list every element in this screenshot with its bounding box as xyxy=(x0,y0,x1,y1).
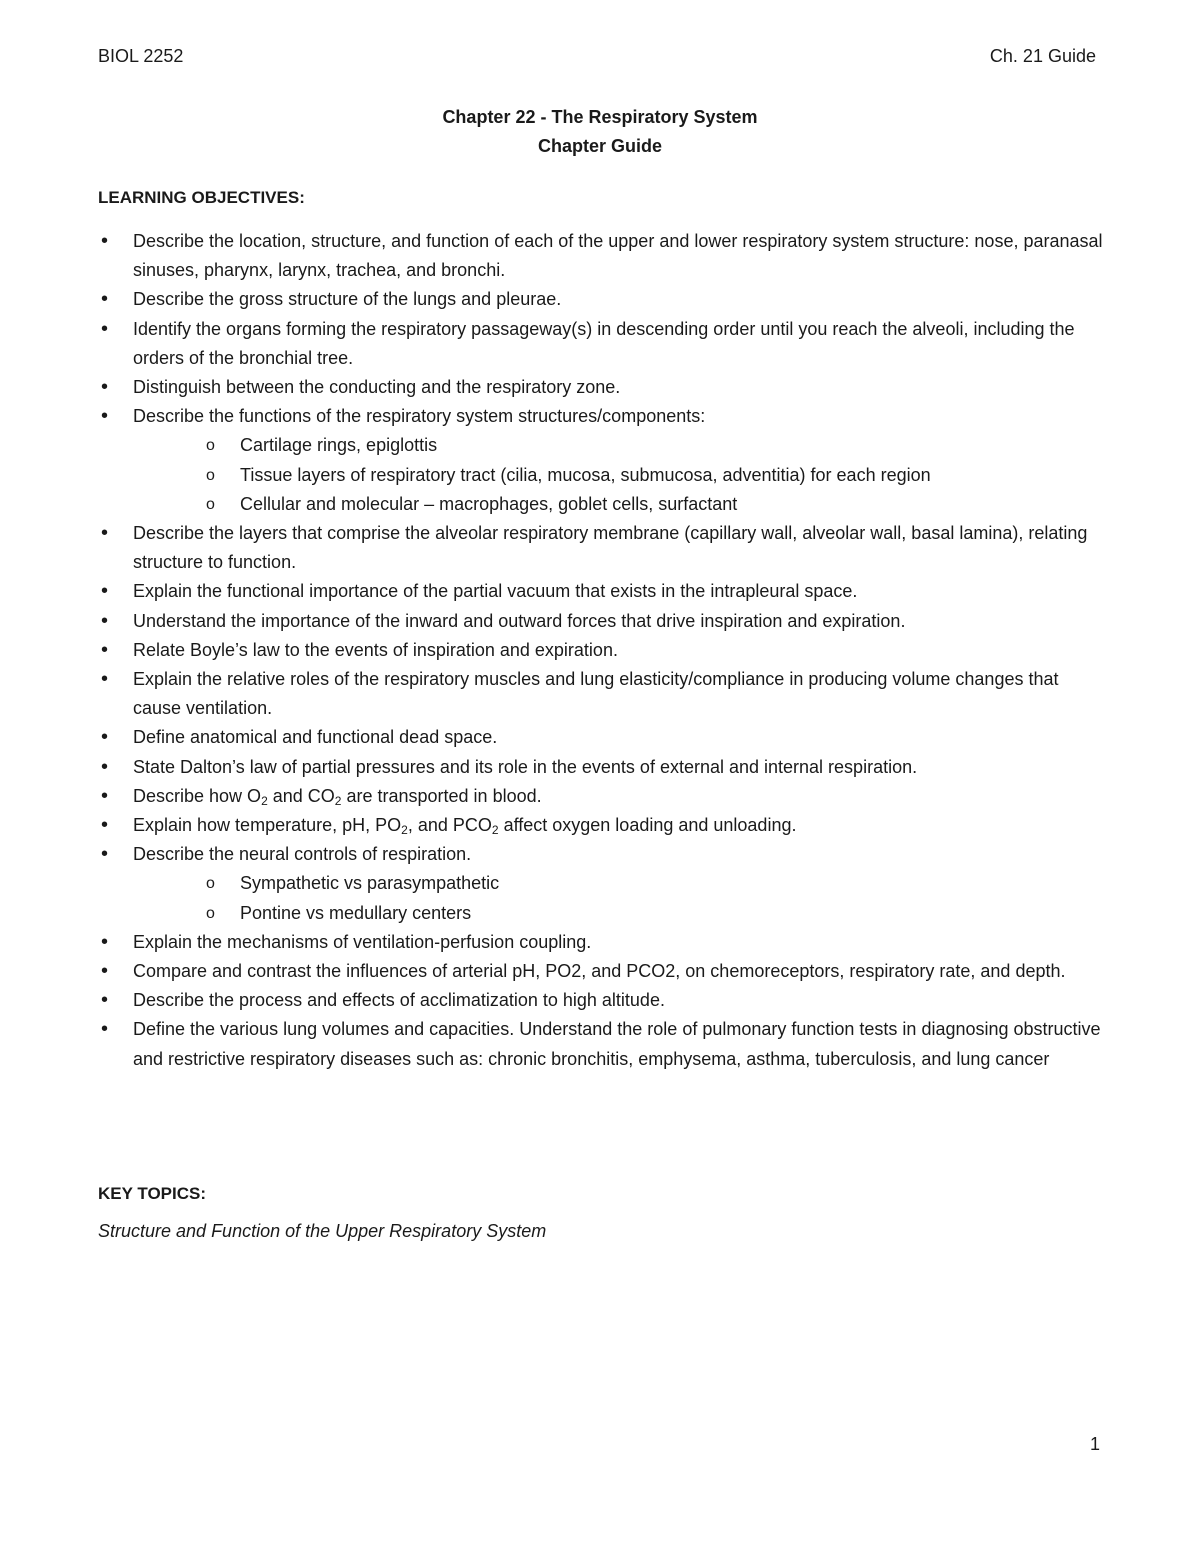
sublist-item: o Sympathetic vs parasympathetic xyxy=(133,869,1108,898)
learning-objectives-heading: LEARNING OBJECTIVES: xyxy=(98,188,305,207)
objective-item-oxygen-loading: • Explain how temperature, pH, $PO_2$, and $PCO_2$ affect oxygen loading and unloading. xyxy=(98,811,1108,840)
sublist-item: o Cartilage rings, epiglottis xyxy=(133,431,1108,460)
key-topic-upper-respiratory: Structure and Function of the Upper Respiratory System xyxy=(98,1221,547,1241)
objective-item: • Describe the process and effects of acclimatization to high altitude. xyxy=(98,986,1108,1015)
neural-sublist xyxy=(133,869,1108,927)
objective-text: Describe the neural controls of respiration. xyxy=(133,844,472,865)
sublist-item: o Tissue layers of respiratory tract (cilia, mucosa, submucosa, adventitia) for each region xyxy=(133,461,1108,490)
objective-item: • Explain the relative roles of the respiratory muscles and lung elasticity/compliance in producing volume changes that cause ventilation. xyxy=(98,665,1108,723)
objective-item xyxy=(98,840,1108,928)
objective-item-gas-transport: • Describe how $O_2$ and $CO_2$ are transported in blood. xyxy=(98,782,1108,811)
objective-item: • Describe the layers that comprise the alveolar respiratory membrane (capillary wall, alveolar wall, basal lamina), relating structure to function. xyxy=(98,519,1108,577)
objective-item: • Identify the organs forming the respiratory passageway(s) in descending order until you reach the alveoli, including the orders of the bronchial tree. xyxy=(98,315,1108,373)
objective-item: • Explain the mechanisms of ventilation-perfusion coupling. xyxy=(98,928,1108,957)
title-subtitle: Chapter Guide xyxy=(537,136,662,156)
objective-text: Describe the functions of the respiratory system structures/components: xyxy=(133,406,706,427)
sublist-item: o Cellular and molecular – macrophages, goblet cells, surfactant xyxy=(133,490,1108,519)
objective-item: • Distinguish between the conducting and the respiratory zone. xyxy=(98,373,1108,402)
page-number: 1 xyxy=(1089,1434,1100,1454)
learning-objectives-list xyxy=(98,227,1108,1074)
header-guide-label: Ch. 21 Guide xyxy=(989,46,1096,66)
objective-item: • Define anatomical and functional dead space. xyxy=(98,723,1108,752)
objective-item: • Understand the importance of the inward and outward forces that drive inspiration and expiration. xyxy=(98,607,1108,636)
key-topics-heading: KEY TOPICS: xyxy=(98,1184,207,1203)
sublist-item: o Pontine vs medullary centers xyxy=(133,899,1108,928)
objective-item: • Explain the functional importance of the partial vacuum that exists in the intrapleural space. xyxy=(98,577,1108,606)
document-title xyxy=(0,103,1200,161)
header-course-code: BIOL 2252 xyxy=(98,46,184,66)
functions-sublist xyxy=(133,431,1108,519)
objective-item: • Describe the gross structure of the lungs and pleurae. xyxy=(98,285,1108,314)
title-chapter: Chapter 22 - The Respiratory System xyxy=(442,107,758,127)
objective-item: • Define the various lung volumes and capacities. Understand the role of pulmonary function tests in diagnosing obstructive and restrictive respiratory diseases such as: chronic bronchitis, emphysema, asthma, tuberculosis, and lung cancer xyxy=(98,1015,1108,1073)
objective-item: • State Dalton’s law of partial pressures and its role in the events of external and internal respiration. xyxy=(98,753,1108,782)
objective-item: • Describe the location, structure, and function of each of the upper and lower respiratory system structure: nose, paranasal sinuses, pharynx, larynx, trachea, and bronchi. xyxy=(98,227,1108,285)
objective-item xyxy=(98,402,1108,519)
objective-item: • Relate Boyle’s law to the events of inspiration and expiration. xyxy=(98,636,1108,665)
objective-item: • Compare and contrast the influences of arterial pH, PO2, and PCO2, on chemoreceptors, respiratory rate, and depth. xyxy=(98,957,1108,986)
